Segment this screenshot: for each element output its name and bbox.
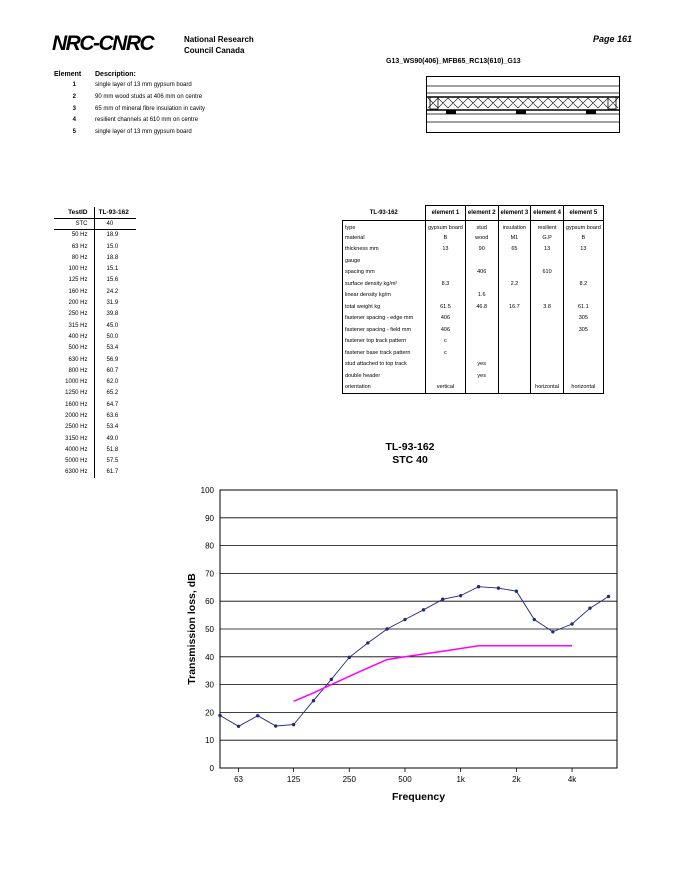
property-value	[465, 255, 498, 267]
chart-subtitle: STC 40	[392, 454, 428, 466]
frequency-cell: 100 Hz	[68, 266, 88, 273]
frequency-cell: 250 Hz	[68, 311, 88, 318]
property-value: 610	[531, 267, 564, 279]
property-value	[426, 267, 466, 279]
table-row	[54, 376, 136, 387]
element-heading: Element	[54, 71, 82, 78]
logo-text: NRC-CNRC	[52, 32, 154, 55]
frequency-cell: STC	[54, 218, 94, 229]
property-value: gypsum board	[563, 221, 603, 233]
column-header: element 2	[465, 206, 498, 221]
frequency-cell: 2500 Hz	[65, 424, 88, 431]
property-value: G.P	[531, 232, 564, 244]
table-row	[54, 320, 136, 331]
table-row	[54, 230, 136, 241]
table-row	[343, 267, 604, 279]
frequency-cell: 4000 Hz	[65, 446, 88, 453]
table-row	[343, 221, 604, 233]
element-num: 5	[72, 129, 76, 135]
property-value	[563, 336, 603, 348]
element-desc: resilient channels at 610 mm on centre	[95, 117, 199, 123]
table-row	[54, 410, 136, 421]
element-num: 3	[72, 106, 76, 112]
chart-title: TL-93-162	[385, 441, 435, 453]
property-value: 8.3	[426, 278, 466, 290]
data-point	[441, 598, 444, 601]
property-value: 1.6	[465, 290, 498, 302]
property-value	[531, 313, 564, 325]
y-axis-label: Transmission loss, dB	[186, 573, 198, 685]
property-value	[498, 347, 531, 359]
description-heading: Description:	[95, 71, 136, 78]
testid-header: TestID	[54, 207, 94, 218]
wall-section-drawing	[426, 76, 620, 133]
tl-value-cell: 60.7	[94, 365, 136, 376]
property-value	[563, 347, 603, 359]
table-row	[343, 313, 604, 325]
transmission-loss-chart	[180, 480, 630, 810]
x-tick-label: 250	[342, 775, 356, 784]
frequency-cell: 800 Hz	[68, 367, 88, 374]
frequency-cell: 1250 Hz	[65, 390, 88, 397]
property-label: thickness mm	[343, 244, 426, 256]
tl-value-cell: 64.7	[94, 399, 136, 410]
property-value	[465, 336, 498, 348]
data-point	[459, 594, 462, 597]
table-row	[343, 324, 604, 336]
data-point	[497, 586, 500, 589]
frequency-cell: 1600 Hz	[65, 401, 88, 408]
data-point	[237, 725, 240, 728]
frequency-cell: 1000 Hz	[65, 379, 88, 386]
property-value	[563, 255, 603, 267]
property-value	[426, 370, 466, 382]
properties-table	[342, 205, 604, 394]
tl-value-cell: 40	[94, 218, 136, 229]
data-point	[477, 585, 480, 588]
spec-code: G13_WS90(406)_MFB65_RC13(610)_G13	[386, 58, 521, 65]
property-value: B	[563, 232, 603, 244]
data-point	[292, 723, 295, 726]
property-value	[498, 370, 531, 382]
org-line-2: Council Canada	[184, 46, 245, 55]
table-row	[343, 370, 604, 382]
table-row	[343, 336, 604, 348]
tl-value-cell: 61.7	[94, 467, 136, 478]
element-num: 2	[72, 94, 76, 100]
frequency-cell: 80 Hz	[71, 254, 88, 261]
y-tick-label: 50	[205, 625, 214, 634]
property-value	[531, 290, 564, 302]
table-row	[54, 241, 136, 252]
property-label: surface density kg/m²	[343, 278, 426, 290]
y-tick-label: 80	[205, 541, 214, 551]
property-label: stud attached to top track	[343, 359, 426, 371]
table-row	[54, 252, 136, 263]
data-point	[588, 606, 591, 609]
property-value: 90	[465, 244, 498, 256]
tl-value-cell: 50.0	[94, 331, 136, 342]
frequency-cell: 63 Hz	[71, 243, 88, 250]
data-point	[385, 627, 388, 630]
property-value	[498, 382, 531, 394]
element-desc: 65 mm of mineral fibre insulation in cavity	[95, 106, 206, 112]
tl-value-cell: 53.4	[94, 422, 136, 433]
property-label: fastener top track pattern	[343, 336, 426, 348]
frequency-cell: 2000 Hz	[65, 412, 88, 419]
property-value: M1	[498, 232, 531, 244]
property-value	[498, 324, 531, 336]
property-value: yes	[465, 370, 498, 382]
table-row	[54, 263, 136, 274]
table-row	[54, 467, 136, 478]
table-row	[343, 347, 604, 359]
property-label: fastener base track pattern	[343, 347, 426, 359]
data-point	[256, 714, 259, 717]
table-row	[343, 359, 604, 371]
y-tick-label: 0	[209, 764, 214, 773]
property-value	[563, 290, 603, 302]
property-value: 61.5	[426, 301, 466, 313]
frequency-cell: 400 Hz	[68, 333, 88, 340]
data-point	[533, 618, 536, 621]
data-point	[348, 656, 351, 659]
property-label: gauge	[343, 255, 426, 267]
tl-value-cell: 15.0	[94, 241, 136, 252]
property-value	[465, 278, 498, 290]
table-row	[54, 218, 136, 229]
property-value	[465, 313, 498, 325]
property-value: horizontal	[563, 382, 603, 394]
property-value: 406	[426, 324, 466, 336]
property-value	[465, 324, 498, 336]
frequency-cell: 500 Hz	[68, 345, 88, 352]
table-row	[54, 422, 136, 433]
tl-value-cell: 65.2	[94, 388, 136, 399]
tl-value-cell: 56.9	[94, 354, 136, 365]
tl-value-cell: 62.0	[94, 376, 136, 387]
y-tick-label: 90	[205, 513, 214, 523]
property-value	[531, 278, 564, 290]
property-label: double header	[343, 370, 426, 382]
property-value	[465, 382, 498, 394]
table-row	[54, 286, 136, 297]
data-point	[515, 589, 518, 592]
property-value	[531, 347, 564, 359]
column-header: element 5	[563, 206, 603, 221]
frequency-cell: 315 Hz	[68, 322, 88, 329]
frequency-cell: 125 Hz	[68, 277, 88, 284]
x-tick-label: 500	[398, 775, 412, 784]
column-header: element 1	[426, 206, 466, 221]
frequency-cell: 50 Hz	[71, 232, 88, 239]
data-point	[422, 608, 425, 611]
property-label: fastener spacing - field mm	[343, 324, 426, 336]
element-num: 1	[72, 82, 76, 88]
frequency-cell: 3150 Hz	[65, 435, 88, 442]
property-label: spacing mm	[343, 267, 426, 279]
property-value: 2.2	[498, 278, 531, 290]
property-value	[498, 267, 531, 279]
property-value: 46.8	[465, 301, 498, 313]
property-value	[498, 336, 531, 348]
property-value	[563, 359, 603, 371]
tl-value-cell: 49.0	[94, 433, 136, 444]
tl-value-cell: 57.5	[94, 456, 136, 467]
y-tick-label: 20	[205, 708, 214, 718]
property-value: 8.2	[563, 278, 603, 290]
test-number-header: TL-93-162	[94, 207, 136, 218]
frequency-cell: 160 Hz	[68, 288, 88, 295]
y-tick-label: 10	[205, 736, 214, 746]
data-point	[274, 724, 277, 727]
property-value	[531, 255, 564, 267]
table-row	[54, 388, 136, 399]
property-value	[563, 370, 603, 382]
table-row	[54, 331, 136, 342]
table-row	[54, 275, 136, 286]
props-table-title: TL-93-162	[369, 209, 398, 216]
table-row	[343, 290, 604, 302]
tl-value-cell: 18.8	[94, 252, 136, 263]
table-row	[343, 301, 604, 313]
data-point	[570, 622, 573, 625]
property-value	[498, 255, 531, 267]
property-value	[498, 359, 531, 371]
property-value	[531, 359, 564, 371]
data-point	[403, 618, 406, 621]
data-point	[607, 595, 610, 598]
y-tick-label: 40	[205, 652, 214, 662]
table-row	[54, 297, 136, 308]
property-label: orientation	[343, 382, 426, 394]
property-value	[498, 313, 531, 325]
property-value: c	[426, 336, 466, 348]
frequency-table	[54, 207, 136, 478]
table-row	[343, 255, 604, 267]
table-header-row	[343, 206, 604, 221]
property-label: fastener spacing - edge mm	[343, 313, 426, 325]
frequency-cell: 5000 Hz	[65, 458, 88, 465]
tl-value-cell: 15.6	[94, 275, 136, 286]
data-point	[330, 678, 333, 681]
table-row	[54, 365, 136, 376]
table-row	[343, 382, 604, 394]
property-value: vertical	[426, 382, 466, 394]
property-label: total weight kg	[343, 301, 426, 313]
property-value	[426, 359, 466, 371]
props-title-cell	[343, 206, 426, 221]
org-line-1: National Research	[184, 35, 254, 44]
property-value: c	[426, 347, 466, 359]
property-value	[531, 336, 564, 348]
x-tick-label: 63	[234, 775, 244, 784]
property-value: 406	[465, 267, 498, 279]
tl-value-cell: 63.6	[94, 410, 136, 421]
column-header: element 3	[498, 206, 531, 221]
property-label: linear density kg/m	[343, 290, 426, 302]
frequency-cell: 6300 Hz	[65, 469, 88, 476]
data-point	[218, 714, 221, 717]
property-value	[531, 324, 564, 336]
frequency-cell: 200 Hz	[68, 300, 88, 307]
tl-value-cell: 31.9	[94, 297, 136, 308]
property-value: 305	[563, 324, 603, 336]
table-row	[54, 399, 136, 410]
property-label: type	[343, 221, 426, 233]
property-value: yes	[465, 359, 498, 371]
element-desc: single layer of 13 mm gypsum board	[95, 82, 192, 88]
table-row	[54, 343, 136, 354]
property-value	[426, 290, 466, 302]
y-tick-label: 100	[200, 486, 214, 495]
data-point	[312, 699, 315, 702]
property-value: resilient	[531, 221, 564, 233]
property-value: 61.1	[563, 301, 603, 313]
data-point	[366, 641, 369, 644]
nrc-logo	[52, 30, 180, 56]
table-row	[343, 278, 604, 290]
property-value: 406	[426, 313, 466, 325]
property-value: B	[426, 232, 466, 244]
column-header: element 4	[531, 206, 564, 221]
y-tick-label: 30	[205, 680, 214, 690]
tl-value-cell: 53.4	[94, 343, 136, 354]
frequency-cell: 630 Hz	[68, 356, 88, 363]
stc-contour-line	[294, 646, 572, 702]
property-value: 13	[426, 244, 466, 256]
property-value: wood	[465, 232, 498, 244]
x-tick-label: 125	[286, 775, 301, 784]
chart-title-block	[0, 441, 685, 467]
property-value	[563, 267, 603, 279]
element-desc: single layer of 13 mm gypsum board	[95, 129, 192, 135]
tl-value-cell: 18.9	[94, 230, 136, 241]
x-tick-label: 1k	[456, 775, 465, 784]
org-name	[184, 34, 254, 56]
tl-value-cell: 15.1	[94, 263, 136, 274]
y-tick-label: 70	[205, 569, 214, 579]
property-value: gypsum board	[426, 221, 466, 233]
table-row	[343, 244, 604, 256]
table-header-row	[54, 207, 136, 218]
page-number: Page 161	[593, 34, 633, 44]
property-value: insulation	[498, 221, 531, 233]
x-tick-label: 4k	[567, 775, 577, 784]
property-value: 13	[563, 244, 603, 256]
property-label: material	[343, 232, 426, 244]
property-value: 13	[531, 244, 564, 256]
tl-value-cell: 45.0	[94, 320, 136, 331]
property-value	[531, 370, 564, 382]
property-value: 65	[498, 244, 531, 256]
tl-value-cell: 39.8	[94, 309, 136, 320]
data-point	[551, 630, 554, 633]
tl-value-cell: 51.8	[94, 444, 136, 455]
property-value	[465, 347, 498, 359]
table-row	[54, 309, 136, 320]
tl-value-cell: 24.2	[94, 286, 136, 297]
property-value: 3.8	[531, 301, 564, 313]
property-value	[498, 290, 531, 302]
table-row	[54, 354, 136, 365]
element-num: 4	[72, 117, 76, 123]
property-value: 16.7	[498, 301, 531, 313]
x-tick-label: 2k	[512, 775, 521, 784]
table-row	[343, 232, 604, 244]
y-tick-label: 60	[205, 597, 214, 607]
property-value: 305	[563, 313, 603, 325]
property-value: stud	[465, 221, 498, 233]
property-value	[426, 255, 466, 267]
property-value: horizontal	[531, 382, 564, 394]
x-axis-label: Frequency	[391, 791, 446, 803]
element-desc: 90 mm wood studs at 406 mm on centre	[95, 94, 203, 100]
